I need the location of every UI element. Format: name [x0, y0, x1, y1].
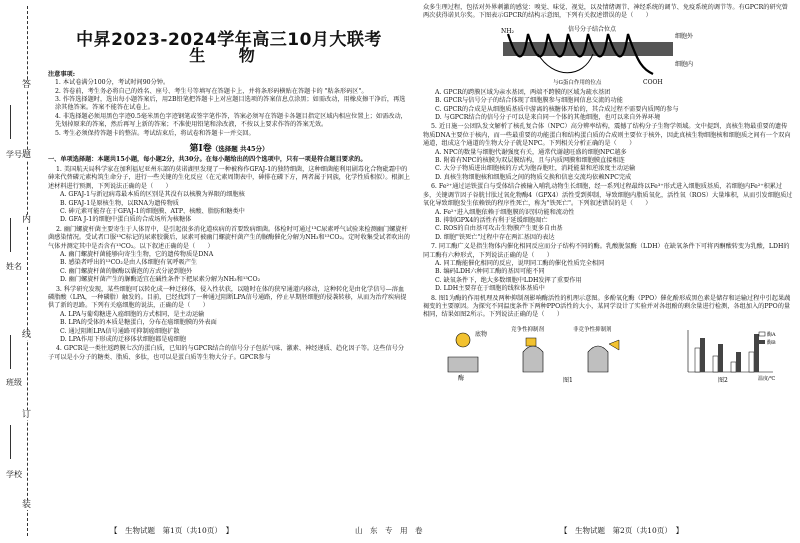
note-item: 4. 非选择题必须用黑色字迹0.5毫米黑色字迹钢笔或签字笔作答，答案必须写在答题卡各题目指定区域内相应位置上；如需改动，先划掉原来的答案，然后再写上新的答案；不准使用铅笔和涂改液，不按以上要求作答的答案无效。 [55, 112, 407, 129]
g-protein-label: 与G蛋白作用的位点 [553, 79, 602, 86]
option-d: D. LPA作用下形成的迁移体状细胞都是癌细胞 [60, 336, 187, 343]
class-field[interactable] [10, 335, 11, 369]
page-left [48, 0, 410, 543]
option-d: D. 真核生物细胞核和细胞质之间的物质交换和信息交流均依赖NPC完成 [435, 173, 632, 181]
question-stem: 3. 科学研究发现，某些细胞可以转化成一种迁移体，侵入性状获，以随时在体的狭窄通道内移动，这种转化是由化学信号—溶血磷脂酸（LPA，一种磷脂）触发的。目前，已经找到了一种通过阻断LPA信号通路，停止早期胚细胞的侵袭转移，从而为治疗疾病提供了新的思路。下列有关癌细胞的说法，正确的是（ ） [48, 285, 407, 310]
note-item: 1. 本试卷满分100分，考试时间90分钟。 [55, 79, 170, 87]
gpcr-figure [493, 24, 713, 86]
question-4-start [48, 345, 410, 362]
option-d: D. 细胞"铁死亡"过程中存在两汇基因的表达 [435, 233, 555, 241]
competitive-label: 竞争性抑制剂 [511, 326, 545, 333]
gpcr-diagram [493, 24, 713, 86]
option-a: A. 幽门螺旋杆菌能够向寄生生物，它的遗传物质是DNA [60, 250, 214, 258]
enzyme-figures [423, 322, 793, 384]
enzyme-label: 酶 [458, 374, 465, 382]
question-stem: 8. 图1为酶的作用机理及两种抑制剂影响酶活性的机理示意图。多酚氧化酶（PPO）催化酚形成黑色素是储存和运输过程中引起果蔬褐变的主要原因。为探究不同温度条件下两种PPO活性的大小，某同学设计了实验并对各组酚的剩余量进行检测，各组加入的PPO的量相同，结果如图2所示。下列说法正确的是（ ） [423, 294, 791, 319]
question-stem: 6. Fe²⁺通过运铁蛋白与受体结合被输入哺乳动物生长细胞，经一系列过程最终以Fe³⁺形式进入细胞质基质，若细胞内Fe²⁺积累过多，关键调节因子谷胱甘肽过氧化物酶4（GPX4）活性受到抑制，导致细胞内脂质氧化，活性氧（ROS）大量堆积，从而引发细胞质过氧化导致细胞发生依赖铁的程序性死亡，称为"铁死亡"。下列叙述错误的是（ ） [423, 183, 793, 208]
question-7 [423, 243, 793, 293]
inside-label: 细胞内 [675, 60, 694, 68]
legend-a: 酶A [767, 331, 776, 338]
question-1 [48, 166, 410, 225]
bar [700, 338, 705, 372]
option-c: C. GPCR的合成是从细胞质基质中游离的核糖体开始的，其合成过程不需要内质网的参与 [435, 105, 679, 113]
binding-word: 内 [22, 215, 32, 225]
option-b: B. 感染者呼出的¹³CO₂是由人体细胞有氧呼吸产生 [60, 259, 198, 267]
chart-xlabel: 温度/℃ [758, 375, 776, 382]
legend-b: 酶B [767, 339, 776, 346]
bar [695, 348, 700, 372]
option-d: D. GFA J-1的细胞中蛋白质的合成场所为核糖体 [60, 216, 192, 224]
note-item: 3. 作答选择题时，选出每小题答案后，用2B铅笔把答题卡上对应题目选项的答案信息点涂黑；如需改动，用橡皮擦干净后，再选涂其他答案。答案不能答在试卷上。 [55, 96, 406, 112]
substrate-label: 底物 [475, 330, 488, 338]
option-b: B. 编码LDH六种同工酶的基因可能不同 [435, 268, 545, 276]
id-field[interactable] [10, 105, 11, 139]
exam-subject: 生 物 [189, 46, 269, 66]
option-b: B. 附着有NPC的核膜为双层膜结构，且与内质网膜和细胞膜直接相连 [435, 157, 625, 165]
option-c: C. 大分子物质进出细胞核的方式为胞吞胞吐，消耗能量和逆浓度主动运输 [435, 165, 636, 173]
binding-word: 线 [22, 330, 32, 340]
section-heading: 一、单项选择题：本题共15小题，每小题2分，共30分。在每小题给出的四个选项中，只有一项是符合题目要求的。 [48, 156, 367, 164]
noncompetitive-inhibitor-shape [609, 340, 619, 350]
option-d: D. 幽门螺旋杆菌产生的脲酶适宜在碱性条件下把尿素分解为NH₃和¹³CO₂ [60, 276, 261, 284]
school-label: 学校 [6, 470, 22, 479]
option-c: C. 缺氧条件下，绝大多数细胞中LDH发挥了重要作用 [435, 276, 582, 284]
bar [749, 352, 754, 372]
competitive-inhibitor-shape [526, 338, 536, 346]
question-4-continued: 众多生理过程，包括对外界刺激的感觉：嗅觉、味觉、视觉，以及情绪调节、神经系统的调节、免疫系统的调节等。有GPCR的研究曾两次获得诺贝尔奖。下图表示GPCR的结构示意图，下列有关叙述错误的是（ ） [423, 4, 788, 20]
option-d: D. LDH主要存在于细胞的线粒体基质中 [435, 285, 545, 293]
question-6 [423, 183, 793, 242]
question-2 [48, 226, 410, 285]
question-stem: 4. GPCR是一类往返跨膜七次的蛋白质，已知的与GPCR结合的信号分子包括气味、激素、神经递质、趋化因子等。这些信号分子可以是小分子的糖类、脂质、多肽，也可以是蛋白质等生物大分子。GPCR参与 [48, 345, 405, 361]
option-b: B. 抑制GPX4的活性有利于延缓细胞凋亡 [435, 216, 548, 224]
option-a: A. LPA与葡萄糖进入癌细胞的方式相同，是主动运输 [60, 310, 205, 318]
footer-page2: 【 生物试题 第2页（共10页） 】 [560, 526, 684, 535]
enzyme-shape [448, 357, 478, 372]
membrane-band [503, 42, 673, 56]
bar [713, 356, 718, 372]
figure2-caption: 图2 [718, 376, 728, 384]
notes-heading: 注意事项: [48, 70, 76, 78]
footer-page1: 【 生物试题 第1页（共10页） 】 [110, 526, 234, 535]
footer-middle: 山 东 专 用 卷 [355, 526, 423, 535]
option-b: B. GPCR与信号分子的结合体现了细胞膜参与细胞间信息交流的功能 [435, 97, 623, 105]
option-c: C. 砷元素可能存在于GFAJ-1的细胞膜、ATP、核酸、脂肪和糖类中 [60, 207, 245, 215]
question-stem: 5. 近日施一公团队发文解析了核孔复合体（NPC）高分辨率结构，震撼了结构分子生物学领域。文中提到，真核生物最重要的遗传物质DNA主要位于核内，而一些最重要的功能蛋白和结构蛋白质的合成则主要位于核外，因此真核生物细胞核和细胞质之间有一个双向通道，组成这个通道的生物大分子就是NPC。下列相关分析正确的是（ ） [423, 123, 791, 148]
question-stem: 1. 美国航天局科学家在加利福尼亚州东部的莫诺湖里发现了一种被称作GFAJ-1的独特细菌，这种细菌能利用剧毒化合物砒霜中的砷来代替磷元素构筑生命分子，进行一些关键的生化反应（在元素周期表中，砷排在磷下方，两者属于同族，化学性质相似）。根据上述材料进行预测，下列说法正确的是（ ） [48, 165, 410, 190]
bar [731, 362, 736, 372]
enzyme-diagram [423, 322, 793, 384]
legend-swatch-a [759, 332, 765, 336]
option-a: A. NPC的数量与细胞代谢强度有关，通常代谢越旺盛的细胞NPC越多 [435, 148, 627, 156]
note-item: 5. 考生必须保持答题卡的整洁。考试结束后，将试卷和答题卡一并交回。 [55, 129, 255, 137]
option-c: C. 通过阻断LPA信号通路可抑制癌细胞扩散 [60, 327, 180, 335]
school-field[interactable] [10, 425, 11, 459]
question-8 [423, 295, 793, 320]
outside-label: 细胞外 [675, 32, 694, 40]
name-label: 姓名 [6, 262, 22, 271]
option-a: A. GFAJ-1与新冠病毒最本质的区别是其没有以核膜为界限的细胞核 [60, 191, 245, 199]
option-b: B. LPA的受体的本质是糖蛋白，分布在癌细胞膜的外表面 [60, 319, 217, 327]
option-c: C. ROS的自由基可攻击生物膜产生更多自由基 [435, 225, 563, 233]
id-label: 学号 [6, 150, 22, 159]
binding-word: 订 [22, 410, 32, 420]
noncompetitive-label: 非竞争性抑制剂 [573, 326, 612, 333]
binding-site-label: 信号分子结合位点 [568, 25, 617, 33]
option-d: D. 与GPCR结合的信号分子可以是来自同一个体的其他细胞，也可以来自外界环境 [435, 114, 661, 122]
g-protein-arc [538, 54, 593, 73]
binding-word: 题 [22, 150, 32, 160]
binding-word: 装 [22, 500, 32, 510]
enzyme-shape-3 [588, 346, 608, 372]
binding-margin [0, 0, 40, 543]
option-b: B. GFAJ-1是原核生物，以RNA为遗传物质 [60, 199, 179, 207]
cooh-label: COOH [643, 78, 663, 86]
option-a: A. Fe²⁺进入细胞依赖于细胞膜的识别功能和流动性 [435, 208, 575, 216]
page-right [423, 0, 793, 543]
part1-note: （选择题 共45分） [211, 145, 269, 154]
bar [718, 344, 723, 372]
question-stem: 2. 幽门螺旋杆菌主要寄生于人体胃中，是引起很多消化道疾病的首要致病细菌。体检时可通过¹³C尿素呼气试验来检测幽门螺旋杆菌感染情况。受试者口服¹³C标记的尿素胶囊后，尿素可被幽门螺旋杆菌产生的脲酶催化分解为NH₃和¹³CO₂。定时收集受试者吹出的气体并测定其中是否含有¹³CO₂。以下叙述正确的是（ ） [48, 225, 410, 250]
exam-title: 中昇2023-2024学年高三10月大联考 [76, 30, 382, 50]
option-a: A. GPCR的跨膜区域为亲水基团，两端不跨膜的区域为疏水基团 [435, 88, 611, 96]
binding-word: 答 [22, 80, 32, 90]
option-a: A. 同工酶能催化相同的反应，说明同工酶的催化性质完全相同 [435, 259, 605, 267]
part1-title [48, 145, 410, 153]
option-c: C. 幽门螺旋杆菌的脲酶以囊泡的方式分泌到胞外 [60, 267, 193, 275]
question-3 [48, 286, 410, 345]
bar [754, 334, 759, 372]
enzyme-shape-2 [523, 346, 543, 372]
bar [736, 352, 741, 372]
class-label: 班级 [6, 378, 22, 387]
part1-title-text: 第Ⅰ卷 [189, 144, 212, 155]
question-stem: 7. 同工酶广义是指生物体内催化相同反应而分子结构不同的酶。乳酸脱氢酶（LDH）在缺氧条件下可将丙酮酸转变为乳酸，LDH的同工酶有六种形式，下列说法正确的是（ ） [423, 243, 790, 259]
name-field[interactable] [10, 218, 11, 252]
note-item: 2. 答卷前，考生务必将自己的姓名、座号、考生号等填写在答题卡上，并将条形码横贴在答题卡的 "粘条形码区"。 [55, 87, 368, 95]
figure1-caption: 图1 [563, 376, 573, 384]
substrate-shape [456, 333, 470, 347]
question-5 [423, 123, 793, 182]
nh2-label: NH₂ [501, 27, 514, 35]
legend-swatch-b [759, 340, 765, 344]
